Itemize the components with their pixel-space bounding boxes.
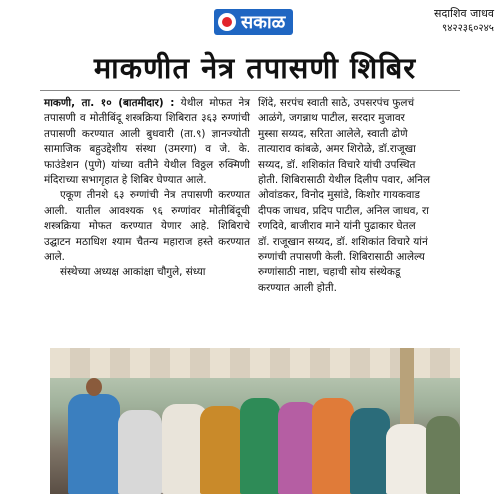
article-line: रुग्णांची तपासणी केली. शिबिरासाठी आलेल्य <box>258 251 425 264</box>
logo-text: सकाळ <box>241 12 286 33</box>
photo-person <box>312 398 354 494</box>
article-paragraph-2: एकूण तीनशे ६३ रुग्णांची नेत्र तपासणी करण्यात आली. यातील आवश्यक ९६ रुग्णांवर मोतीबिंदूची शस्त्रक्रिया मोफत करण्यात येणार आहे. शिबिराचे उद्घाटन मठाधिश श्याम चैतन्य महाराज हस्ते करण्यात आले. <box>44 189 250 264</box>
photo-person <box>118 410 162 494</box>
article-line: शिंदे, सरपंच स्वाती साठे, उपसरपंच फुलचं <box>258 97 415 109</box>
article-line: दीपक जाधव, प्रदिप पाटील, अनिल जाधव, रा <box>258 204 429 217</box>
article-line: डॉ. राजूखान सय्यद, डॉ. शशिकांत विचारे यांनं <box>258 235 428 248</box>
photo-person <box>426 416 460 494</box>
article-line: आळंगे, जगन्नाथ पाटील, सरदार मुजावर <box>258 112 405 125</box>
article-column-left <box>44 96 250 281</box>
article-line: ओवांडकर, विनोद मुसांडे, किशोर गायकवाड <box>258 189 420 202</box>
article-line: सय्यद, डॉ. शशिकांत विचारे यांची उपस्थित <box>258 158 416 171</box>
photo-person-head <box>86 378 102 396</box>
article-paragraph-3: संस्थेच्या अध्यक्ष आकांक्षा चौगुले, संध्या <box>60 266 206 279</box>
article-line: मुस्सा सय्यद, सरिता आलेले, स्वाती ढोणे <box>258 127 408 140</box>
article-line: रणदिवे, बाजीराव माने यांनी पुढाकार घेतल <box>258 220 416 233</box>
reporter-info <box>434 6 494 36</box>
photo-person <box>200 406 244 494</box>
photo-person <box>68 394 120 494</box>
event-photo <box>50 348 460 494</box>
reporter-phone: ९४२२३६०२४५ <box>442 23 494 34</box>
photo-person <box>350 408 390 494</box>
photo-person <box>386 424 430 494</box>
article-paragraph-1 <box>44 96 250 188</box>
article-line: रुग्णांसाठी नाष्टा, चहाची सोय संस्थेकडू <box>258 266 401 279</box>
newspaper-logo <box>214 9 293 35</box>
headline-divider <box>40 90 460 91</box>
reporter-name: सदाशिव जाधव <box>434 7 494 20</box>
article-line: तात्याराव कांबळे, अमर शिरोळे, डॉ.राजूखा <box>258 143 416 156</box>
headline: माकणीत नेत्र तपासणी शिबिर <box>93 51 417 85</box>
article-line: होती. शिबिरासाठी येथील दिलीप पवार, अनिल <box>258 174 431 187</box>
sun-logo-icon <box>218 13 236 31</box>
photo-canopy <box>50 348 460 378</box>
masthead <box>0 0 500 46</box>
article-column-right <box>258 96 468 296</box>
dateline: माकणी, ता. १० (बातमीदार) : <box>44 97 175 109</box>
photo-person <box>240 398 280 494</box>
article-line: करण्यात आली होती. <box>258 281 337 294</box>
paragraph-1-text: येथील मोफत नेत्र तपासणी व मोतीबिंदू शस्त्रक्रिया शिबिरात ३६३ रुग्णांची तपासणी करण्यात आली बुधवारी (ता.९) ज्ञानज्योती सामाजिक बहुउद्देशीय संस्था (उमरगा) व जे. के. फाउंडेशन (पुणे) यांच्या वतीने येथील विठ्ठल रुक्मिणी मंदिराच्या सभागृहात हे शिबिर घेण्यात आले. <box>44 97 251 187</box>
